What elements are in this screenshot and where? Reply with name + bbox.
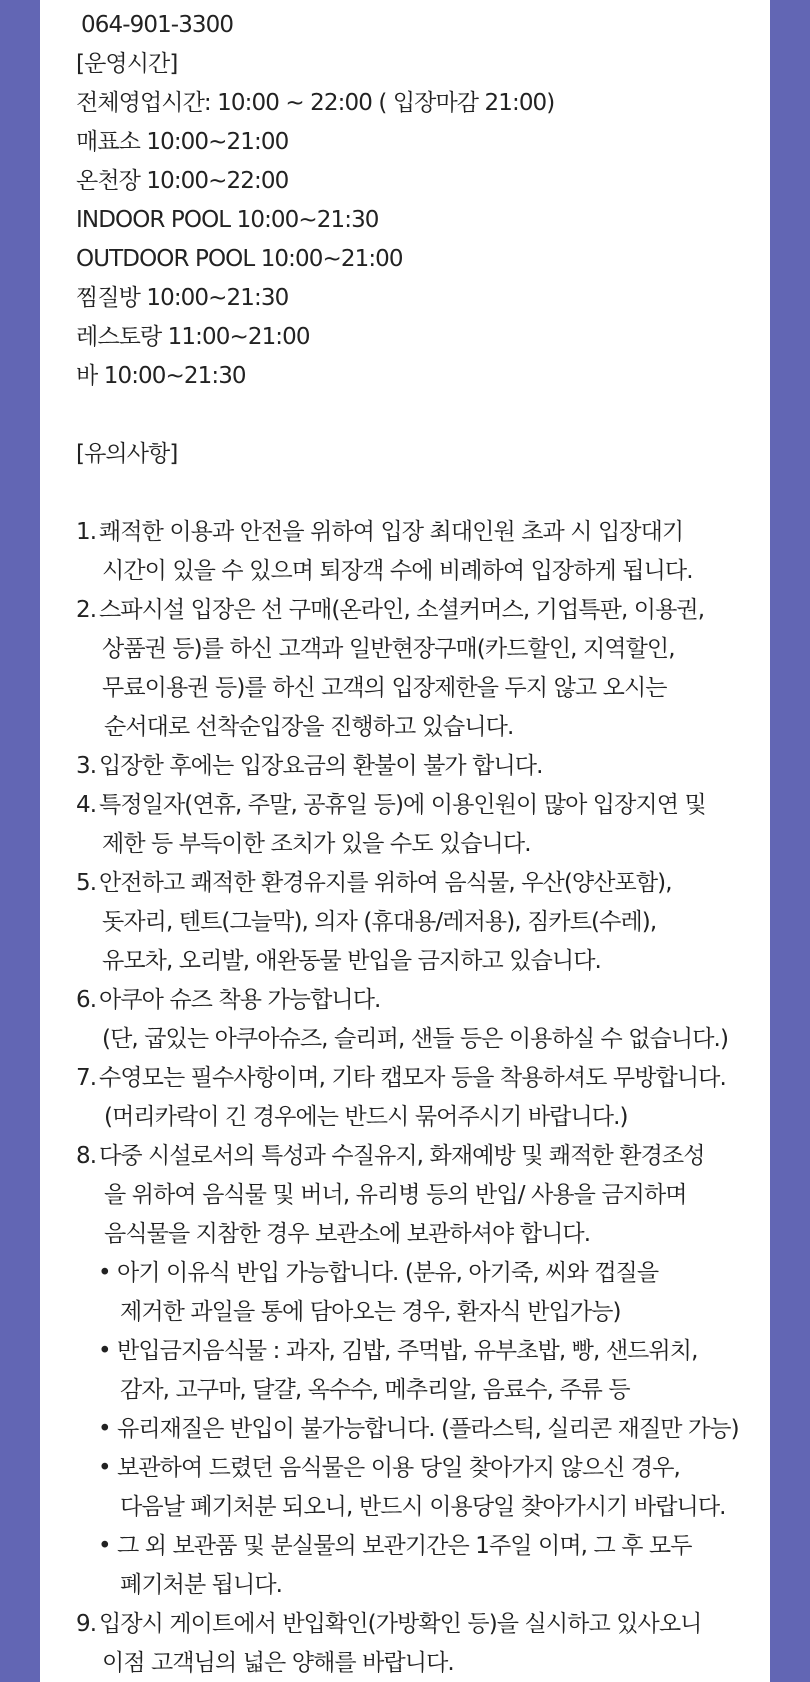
bullet-mark: • (98, 1338, 111, 1364)
bullet-text: 폐기처분 됩니다. (120, 1572, 283, 1598)
notice-text: 스파시설 입장은 선 구매(온라인, 소셜커머스, 기업특판, 이용권, (99, 597, 705, 623)
notice-number: 2. (76, 597, 97, 623)
hours-line: OUTDOOR POOL 10:00~21:00 (76, 246, 403, 272)
notice-number: 6. (76, 987, 97, 1013)
bullet-text: 아기 이유식 반입 가능합니다. (분유, 아기죽, 씨와 껍질을 (117, 1260, 659, 1286)
bullet-mark: • (98, 1533, 111, 1559)
notice-item (76, 1605, 766, 1682)
spacer (76, 474, 766, 513)
notice-item (76, 747, 766, 786)
bullet-text: 유리재질은 반입이 불가능합니다. (플라스틱, 실리콘 재질만 가능) (117, 1416, 739, 1442)
notice-item (76, 1059, 766, 1137)
bullet-item (76, 1410, 766, 1449)
notice-text: 이점 고객님의 넓은 양해를 바랍니다. (102, 1650, 454, 1676)
bullet-text: 반입금지음식물 : 과자, 김밥, 주먹밥, 유부초밥, 빵, 샌드위치, (117, 1338, 698, 1364)
notice-text: 돗자리, 텐트(그늘막), 의자 (휴대용/레저용), 짐카트(수레), (102, 909, 657, 935)
bullet-mark: • (98, 1455, 111, 1481)
notice-text: 입장시 게이트에서 반입확인(가방확인 등)을 실시하고 있사오니 (99, 1611, 702, 1637)
notice-number: 9. (76, 1611, 97, 1637)
notice-item (76, 513, 766, 591)
notice-item (76, 1137, 766, 1605)
notice-text: (단, 굽있는 아쿠아슈즈, 슬리퍼, 샌들 등은 이용하실 수 없습니다.) (102, 1026, 729, 1052)
hours-line: 찜질방 10:00~21:30 (76, 285, 289, 311)
notice-text: 상품권 등)를 하신 고객과 일반현장구매(카드할인, 지역할인, (102, 636, 675, 662)
notice-text: 특정일자(연휴, 주말, 공휴일 등)에 이용인원이 많아 입장지연 및 (99, 792, 706, 818)
notice-number: 3. (76, 753, 97, 779)
bullet-item (76, 1254, 766, 1332)
notice-title: [유의사항] (76, 441, 178, 467)
bullet-mark: • (98, 1260, 111, 1286)
hours-line: 매표소 10:00~21:00 (76, 129, 289, 155)
hours-line: 온천장 10:00~22:00 (76, 168, 289, 194)
notice-item (76, 591, 766, 747)
notice-text: 아쿠아 슈즈 착용 가능합니다. (99, 987, 381, 1013)
bullet-text: 감자, 고구마, 달걀, 옥수수, 메추리알, 음료수, 주류 등 (120, 1377, 630, 1403)
notice-text: 순서대로 선착순입장을 진행하고 있습니다. (104, 714, 514, 740)
notice-number: 8. (76, 1143, 97, 1169)
bullet-item (76, 1449, 766, 1527)
notice-text: 시간이 있을 수 있으며 퇴장객 수에 비례하여 입장하게 됩니다. (102, 558, 693, 584)
notice-text: 안전하고 쾌적한 환경유지를 위하여 음식물, 우산(양산포함), (99, 870, 672, 896)
content-panel (40, 0, 770, 1682)
hours-line: INDOOR POOL 10:00~21:30 (76, 207, 379, 233)
notice-list (76, 513, 766, 1682)
bullet-text: 제거한 과일을 통에 담아오는 경우, 환자식 반입가능) (120, 1299, 621, 1325)
phone-number: 064-901-3300 (81, 12, 234, 38)
notice-text: 수영모는 필수사항이며, 기타 캡모자 등을 착용하셔도 무방합니다. (99, 1065, 726, 1091)
hours-line: 레스토랑 11:00~21:00 (76, 324, 310, 350)
notice-number: 7. (76, 1065, 97, 1091)
hours-line: 전체영업시간: 10:00 ~ 22:00 ( 입장마감 21:00) (76, 90, 555, 116)
bullet-text: 보관하여 드렸던 음식물은 이용 당일 찾아가지 않으신 경우, (117, 1455, 680, 1481)
notice-text: 무료이용권 등)를 하신 고객의 입장제한을 두지 않고 오시는 (102, 675, 667, 701)
bullet-text: 그 외 보관품 및 분실물의 보관기간은 1주일 이며, 그 후 모두 (117, 1533, 692, 1559)
bullet-text: 다음날 폐기처분 되오니, 반드시 이용당일 찾아가시기 바랍니다. (120, 1494, 726, 1520)
notice-text: 쾌적한 이용과 안전을 위하여 입장 최대인원 초과 시 입장대기 (99, 519, 684, 545)
spacer (76, 396, 766, 435)
notice-document (76, 6, 766, 1682)
notice-text: 입장한 후에는 입장요금의 환불이 불가 합니다. (99, 753, 543, 779)
bullet-item (76, 1332, 766, 1410)
bullet-mark: • (98, 1416, 111, 1442)
hours-title: [운영시간] (76, 51, 178, 77)
notice-text: 음식물을 지참한 경우 보관소에 보관하셔야 합니다. (104, 1221, 591, 1247)
notice-item (76, 864, 766, 981)
notice-item (76, 981, 766, 1059)
notice-text: 다중 시설로서의 특성과 수질유지, 화재예방 및 쾌적한 환경조성 (99, 1143, 705, 1169)
notice-number: 1. (76, 519, 97, 545)
bullet-item (76, 1527, 766, 1605)
notice-text: 제한 등 부득이한 조치가 있을 수도 있습니다. (102, 831, 531, 857)
notice-text: (머리카락이 긴 경우에는 반드시 묶어주시기 바랍니다.) (104, 1104, 628, 1130)
notice-number: 4. (76, 792, 97, 818)
notice-item (76, 786, 766, 864)
notice-text: 유모차, 오리발, 애완동물 반입을 금지하고 있습니다. (102, 948, 601, 974)
hours-line: 바 10:00~21:30 (76, 363, 246, 389)
notice-text: 을 위하여 음식물 및 버너, 유리병 등의 반입/ 사용을 금지하며 (104, 1182, 687, 1208)
notice-number: 5. (76, 870, 97, 896)
